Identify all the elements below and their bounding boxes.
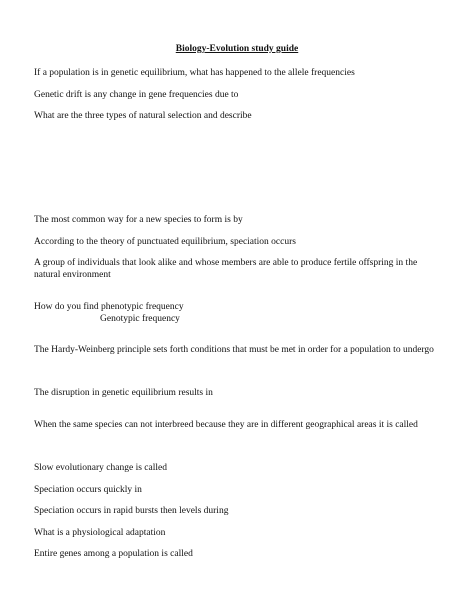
question-geographic-isolation: When the same species can not interbreed because they are in different geographical areas it is called: [34, 420, 418, 430]
question-slow-change: Slow evolutionary change is called: [34, 463, 167, 473]
genotypic-frequency-text: Genotypic frequency: [100, 313, 180, 324]
document-title: Biology-Evolution study guide: [175, 44, 299, 54]
phenotypic-frequency-text: How do you find phenotypic frequency: [34, 302, 184, 312]
question-genetic-drift: Genetic drift is any change in gene frequencies due to: [34, 90, 239, 100]
question-natural-selection-types: What are the three types of natural selection and describe: [34, 111, 252, 121]
question-new-species: The most common way for a new species to form is by: [34, 215, 243, 225]
question-hardy-weinberg: The Hardy-Weinberg principle sets forth conditions that must be met in order for a population to undergo: [34, 345, 434, 355]
question-phenotypic-frequency: [34, 302, 434, 325]
question-physiological-adaptation: What is a physiological adaptation: [34, 528, 166, 538]
question-equilibrium-disruption: The disruption in genetic equilibrium results in: [34, 388, 213, 398]
question-punctuated-equilibrium: According to the theory of punctuated equilibrium, speciation occurs: [34, 237, 296, 247]
question-gene-pool: Entire genes among a population is called: [34, 549, 193, 559]
question-rapid-bursts: Speciation occurs in rapid bursts then levels during: [34, 506, 229, 516]
question-speciation-quickly: Speciation occurs quickly in: [34, 485, 142, 495]
question-species-definition: A group of individuals that look alike and whose members are able to produce fertile offspring in the natural environment: [34, 258, 418, 280]
question-allele-frequencies: If a population is in genetic equilibrium, what has happened to the allele frequencies: [34, 68, 355, 78]
